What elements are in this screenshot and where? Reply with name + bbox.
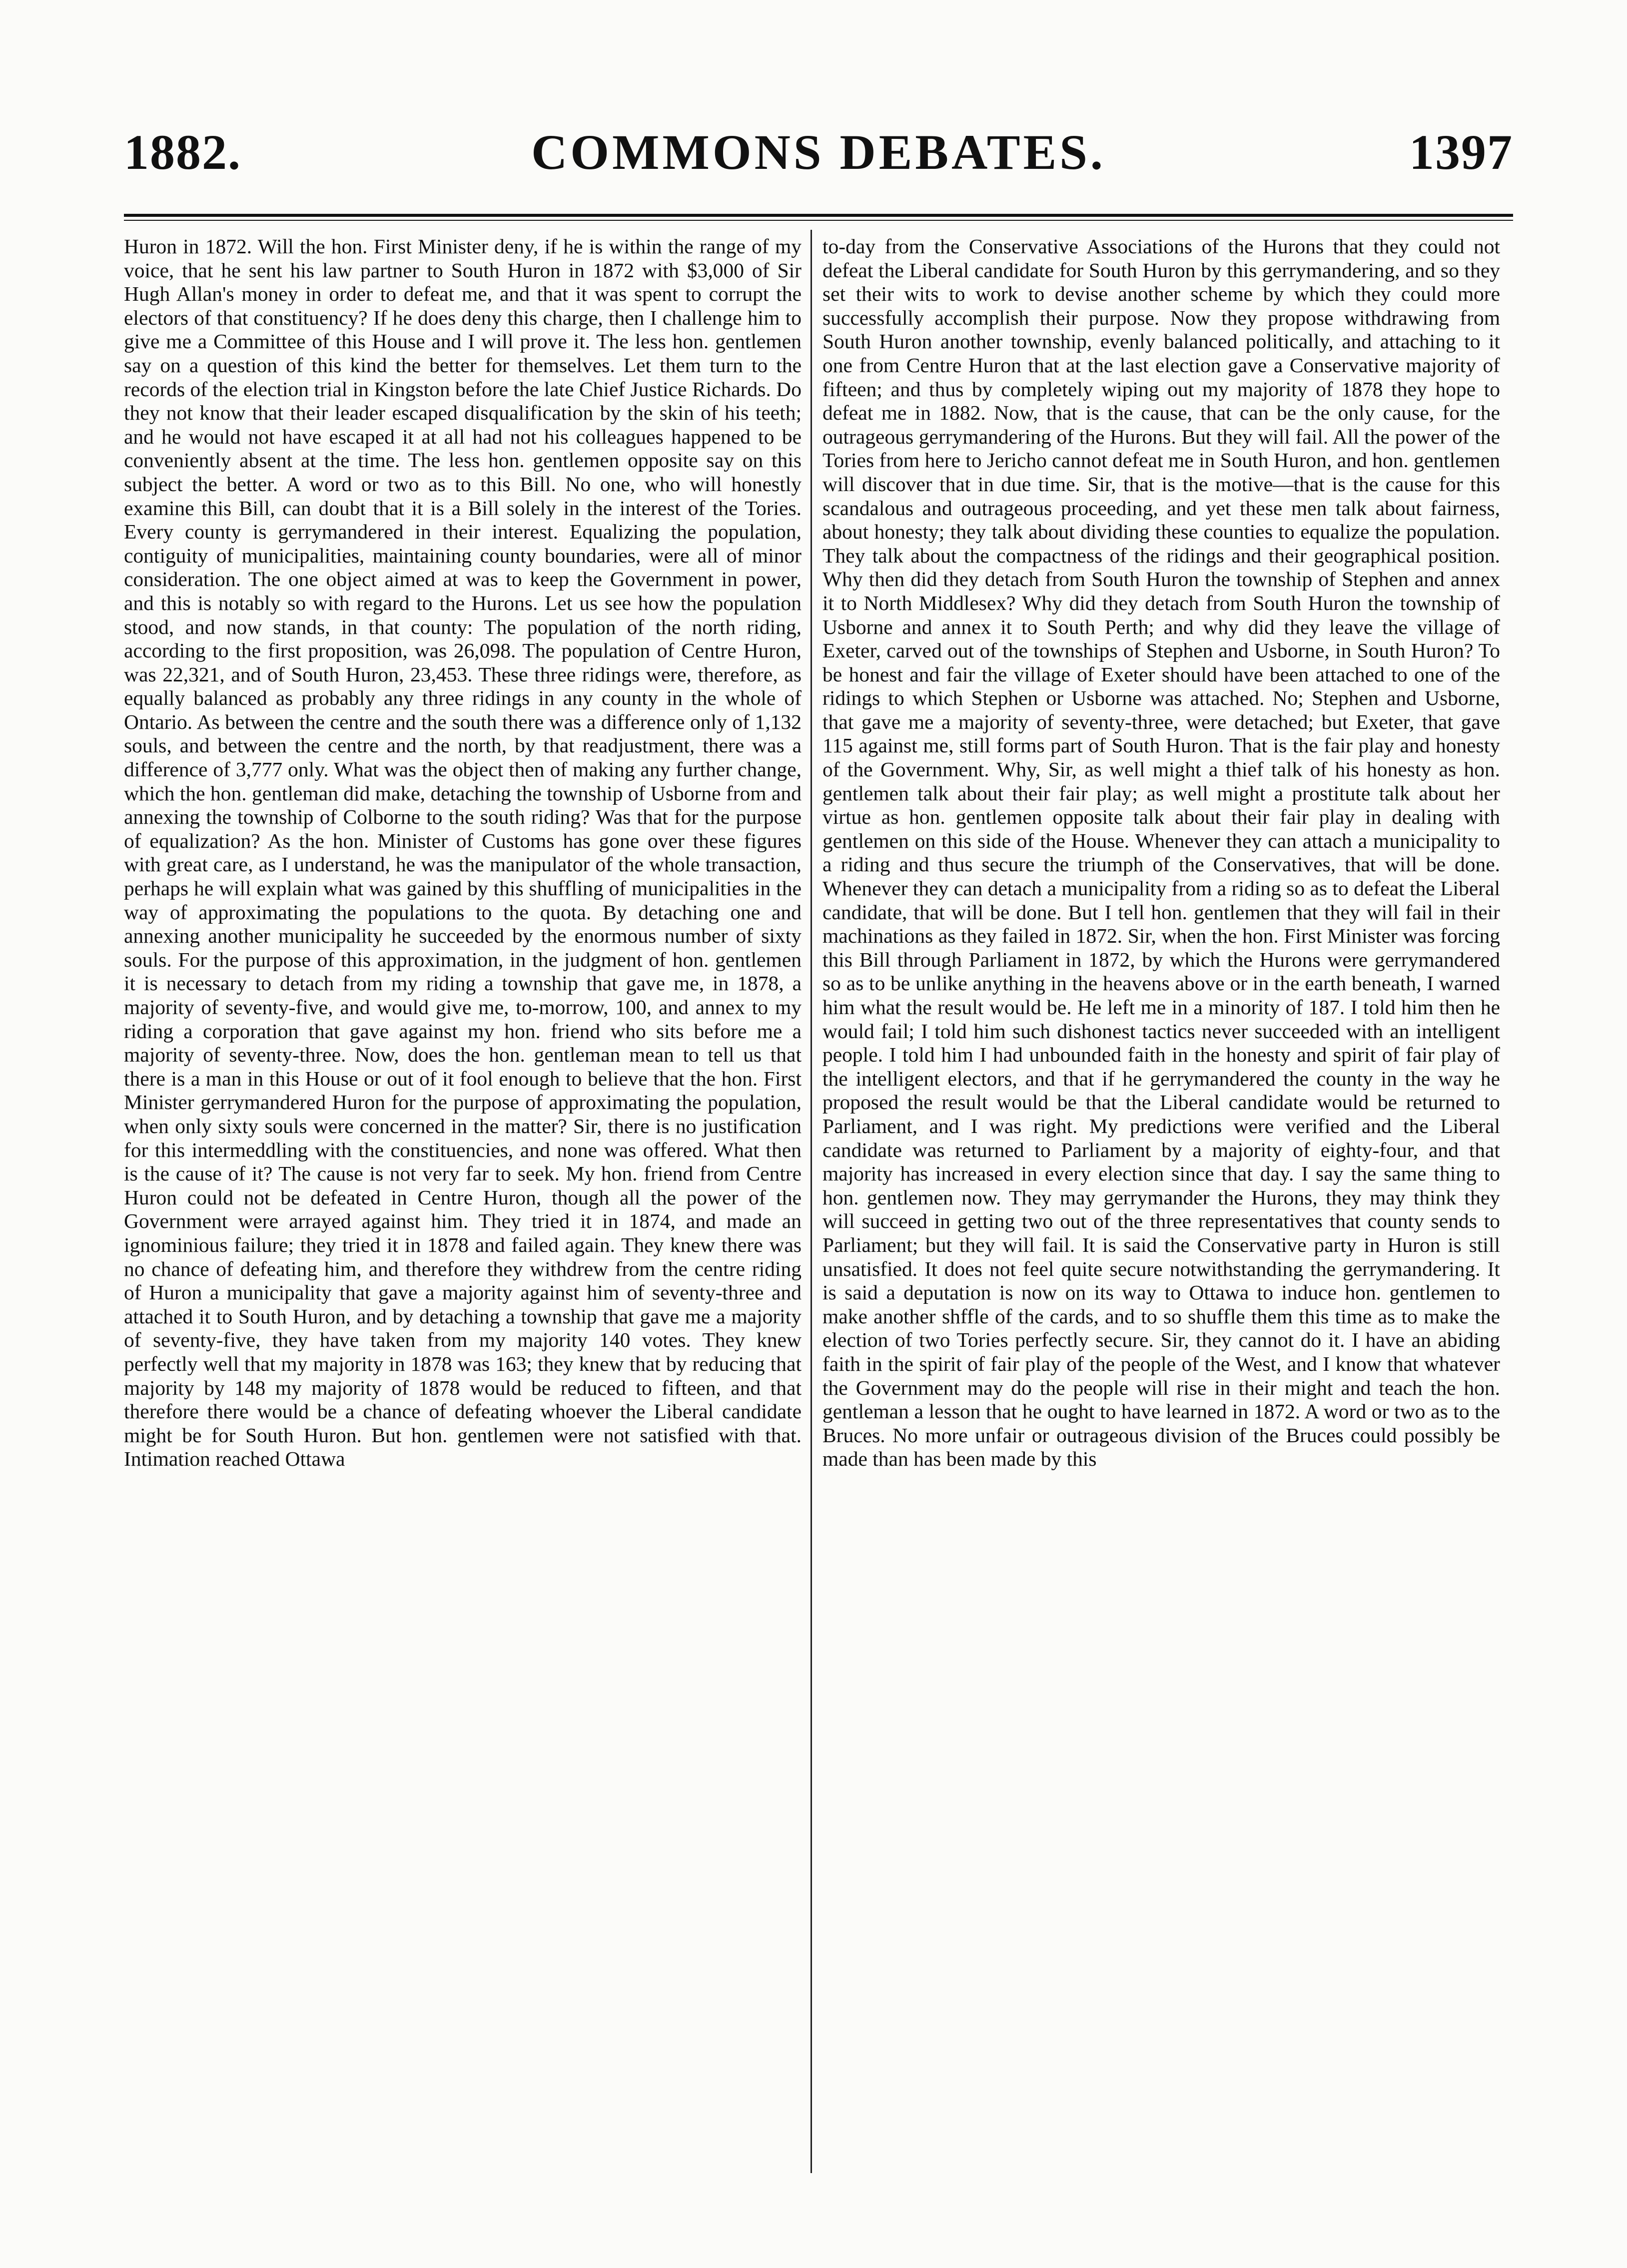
header-rule-thick: [124, 214, 1513, 217]
right-column-text: to-day from the Conservative Associations of the Hurons that they could not defeat the Liberal candidate for South Huron by this gerrymandering, and so they set their wits to work to devise another scheme by which they could more successfully accomplish their purpose. Now they propose withdrawing from South Huron another township, evenly balanced politically, and attaching to it one from Centre Huron that at the last election gave a Conservative majority of fifteen; and thus by completely wiping out my majority of 1878 they hope to defeat me in 1882. Now, that is the cause, that can be the only cause, for the outrageous gerrymandering of the Hurons. But they will fail. All the power of the Tories from here to Jericho cannot defeat me in South Huron, and hon. gentlemen will discover that in due time. Sir, that is the motive—that is the cause for this scandalous and outrageous proceeding, and yet these men talk about fairness, about honesty; they talk about dividing these counties to equalize the population. They talk about the compactness of the ridings and their geographical position. Why then did they detach from South Huron the township of Stephen and annex it to North Middlesex? Why did they detach from South Huron the township of Usborne and annex it to South Perth; and why did they leave the village of Exeter, carved out of the townships of Stephen and Usborne, in South Huron? To be honest and fair the village of Exeter should have been attached to one of the ridings to which Stephen or Usborne was attached. No; Stephen and Usborne, that gave me a majority of seventy-three, were detached; but Exeter, that gave 115 against me, still forms part of South Huron. That is the fair play and honesty of the Government. Why, Sir, as well might a thief talk of his honesty as hon. gentlemen talk about their fair play; as well might a prostitute talk about her virtue as hon. gentlemen opposite talk about their fair play in dealing with gentlemen on this side of the House. Whenever they can attach a municipality to a riding and thus secure the triumph of the Conservatives, that will be done. Whenever they can detach a municipality from a riding so as to defeat the Liberal candidate, that will be done. But I tell hon. gentlemen that they will fail in their machinations as they failed in 1872. Sir, when the hon. First Minister was forcing this Bill through Parliament in 1872, by which the Hurons were gerrymandered so as to be unlike anything in the heavens above or in the earth beneath, I warned him what the result would be. He left me in a minority of 187. I told him then he would fail; I told him such dishonest tactics never succeeded with an intelligent people. I told him I had unbounded faith in the honesty and spirit of fair play of the intelligent electors, and that if he gerrymandered the county in the way he proposed the result would be that the Liberal candidate would be returned to Parliament, and I was right. My predictions were verified and the Liberal candidate was returned to Parliament by a majority of eighty-four, and that majority has increased in every election since that day. I say the same thing to hon. gentlemen now. They may gerrymander the Hurons, they may think they will succeed in getting two out of the three representatives that county sends to Parliament; but they will fail. It is said the Conservative party in Huron is still unsatisfied. It does not feel quite secure notwithstanding the gerrymandering. It is said a deputation is now on its way to Ottawa to induce hon. gentlemen to make another shffle of the cards, and to so shuffle them this time as to make the election of two Tories perfectly secure. Sir, they cannot do it. I have an abiding faith in the spirit of fair play of the people of the West, and I know that whatever the Government may do the people will rise in their might and teach the hon. gentleman a lesson that he ought to have learned in 1872. A word or two as to the Bruces. No more unfair or outrageous division of the Bruces could possibly be made than has been made by this: [822, 235, 1500, 1471]
header-page-number: 1397: [1409, 124, 1513, 180]
left-column-text: Huron in 1872. Will the hon. First Minister deny, if he is within the range of my voice, that he sent his law partner to South Huron in 1872 with $3,000 of Sir Hugh Allan's money in order to defeat me, and that it was spent to corrupt the electors of that constituency? If he does deny this charge, then I challenge him to give me a Committee of this House and I will prove it. The less hon. gentlemen say on a question of this kind the better for themselves. Let them turn to the records of the election trial in Kingston before the late Chief Justice Richards. Do they not know that their leader escaped disqualification by the skin of his teeth; and he would not have escaped it at all had not his colleagues happened to be conveniently absent at the time. The less hon. gentlemen opposite say on this subject the better. A word or two as to this Bill. No one, who will honestly examine this Bill, can doubt that it is a Bill solely in the interest of the Tories. Every county is gerrymandered in their interest. Equalizing the population, contiguity of municipalities, maintaining county boundaries, were all of minor consideration. The one object aimed at was to keep the Government in power, and this is notably so with regard to the Hurons. Let us see how the population stood, and now stands, in that county: The population of the north riding, according to the first proposition, was 26,098. The population of Centre Huron, was 22,321, and of South Huron, 23,453. These three ridings were, therefore, as equally balanced as probably any three ridings in any county in the whole of Ontario. As between the centre and the south there was a difference only of 1,132 souls, and between the centre and the north, by that readjustment, there was a difference of 3,777 only. What was the object then of making any further change, which the hon. gentleman did make, detaching the township of Usborne from and annexing the township of Colborne to the south riding? Was that for the purpose of equalization? As the hon. Minister of Customs has gone over these figures with great care, as I understand, he was the manipulator of the whole transaction, perhaps he will explain what was gained by this shuffling of municipalities in the way of approximating the populations to the quota. By detaching one and annexing another municipality he succeeded by the enormous number of sixty souls. For the purpose of this approximation, in the judgment of hon. gentlemen it is necessary to detach from my riding a township that gave me, in 1878, a majority of seventy-five, and would give me, to-morrow, 100, and annex to my riding a corporation that gave against my hon. friend who sits before me a majority of seventy-three. Now, does the hon. gentleman mean to tell us that there is a man in this House or out of it fool enough to believe that the hon. First Minister gerrymandered Huron for the purpose of approximating the population, when only sixty souls were concerned in the matter? Sir, there is no justification for this intermeddling with the constituencies, and none was offered. What then is the cause of it? The cause is not very far to seek. My hon. friend from Centre Huron could not be defeated in Centre Huron, though all the power of the Government were arrayed against him. They tried it in 1874, and made an ignominious failure; they tried it in 1878 and failed again. They knew there was no chance of defeating him, and therefore they withdrew from the centre riding of Huron a municipality that gave a majority against him of seventy-three and attached it to South Huron, and by detaching a township that gave me a majority of seventy-five, they have taken from my majority 140 votes. They knew perfectly well that my majority in 1878 was 163; they knew that by reducing that majority by 148 my majority of 1878 would be reduced to fifteen, and that therefore there would be a chance of defeating whoever the Liberal candidate might be for South Huron. But hon. gentlemen were not satisfied with that. Intimation reached Ottawa: [124, 235, 802, 1471]
column-divider: [811, 230, 812, 2173]
header-year: 1882.: [124, 124, 241, 180]
page-header: [124, 120, 1513, 195]
header-rule-thin: [124, 220, 1513, 221]
header-title: COMMONS DEBATES.: [531, 124, 1106, 180]
